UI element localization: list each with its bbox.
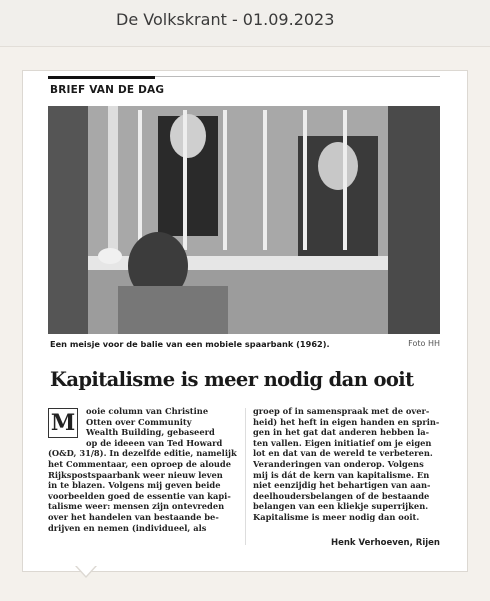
body-line: gen in het gat dat anderen hebben la-: [253, 427, 430, 438]
body-line: Veranderingen van onderop. Volgens: [253, 458, 424, 469]
drop-cap: M: [48, 408, 78, 438]
body-line: op de ideeen van Ted Howard: [86, 437, 223, 448]
card-notch-inner: [76, 565, 96, 576]
body-line: niet eenzijdig het behartigen van aan-: [253, 480, 431, 491]
body-line: lot en dat van de wereld te verbeteren.: [253, 448, 433, 459]
body-line: mij is dát de kern van kapitalisme. En: [253, 469, 430, 480]
body-line: belangen van een kliekje superrijken.: [253, 501, 429, 512]
article-photo[interactable]: [48, 106, 440, 334]
article-body: [48, 406, 440, 551]
body-line: Kapitalisme is meer nodig dan ooit.: [253, 511, 420, 522]
body-line: in te blazen. Volgens mij geven beide: [48, 480, 221, 491]
author-name: Henk Verhoeven: [330, 538, 410, 548]
body-line: voorbeelden goed de essentie van kapi-: [48, 490, 231, 501]
body-line: (O&D, 31/8). In dezelfde editie, namelijk: [48, 448, 237, 459]
body-line: het Commentaar, een oproep de aloude: [48, 458, 231, 469]
body-line: Rijkspostspaarbank weer nieuw leven: [48, 469, 223, 480]
headline: Kapitalisme is meer nodig dan ooit: [50, 368, 414, 391]
article: [48, 76, 440, 551]
photo-caption: Een meisje voor de balie van een mobiele spaarbank (1962).: [50, 339, 330, 349]
body-line: heid) het heft in eigen handen en sprin-: [253, 416, 440, 427]
body-line: drijven en nemen (individueel, als: [48, 522, 207, 533]
author-signature: [331, 538, 440, 549]
body-line: ooie column van Christine: [86, 406, 209, 416]
column-2: [253, 406, 443, 523]
photo-illustration: [48, 106, 440, 334]
column-1: [48, 406, 238, 533]
body-line: over het handelen van bestaande be-: [48, 511, 219, 522]
body-line: Otten over Community: [86, 416, 192, 427]
kicker: BRIEF VAN DE DAG: [50, 84, 165, 96]
column-divider: [245, 408, 246, 545]
kicker-rule: [48, 76, 155, 79]
photo-credit: Foto HH: [408, 339, 440, 348]
body-line: talisme weer: mensen zijn ontevreden: [48, 501, 225, 512]
body-line: groep of in samenspraak met de over-: [253, 406, 430, 416]
author-place: , Rijen: [409, 538, 440, 548]
app-header: [0, 0, 490, 47]
body-line: ten vallen. Eigen initiatief om je eigen: [253, 437, 432, 448]
body-line: Wealth Building, gebaseerd: [86, 427, 215, 438]
page-title: De Volkskrant - 01.09.2023: [116, 10, 335, 29]
body-line: deelhoudersbelangen of de bestaande: [253, 490, 430, 501]
